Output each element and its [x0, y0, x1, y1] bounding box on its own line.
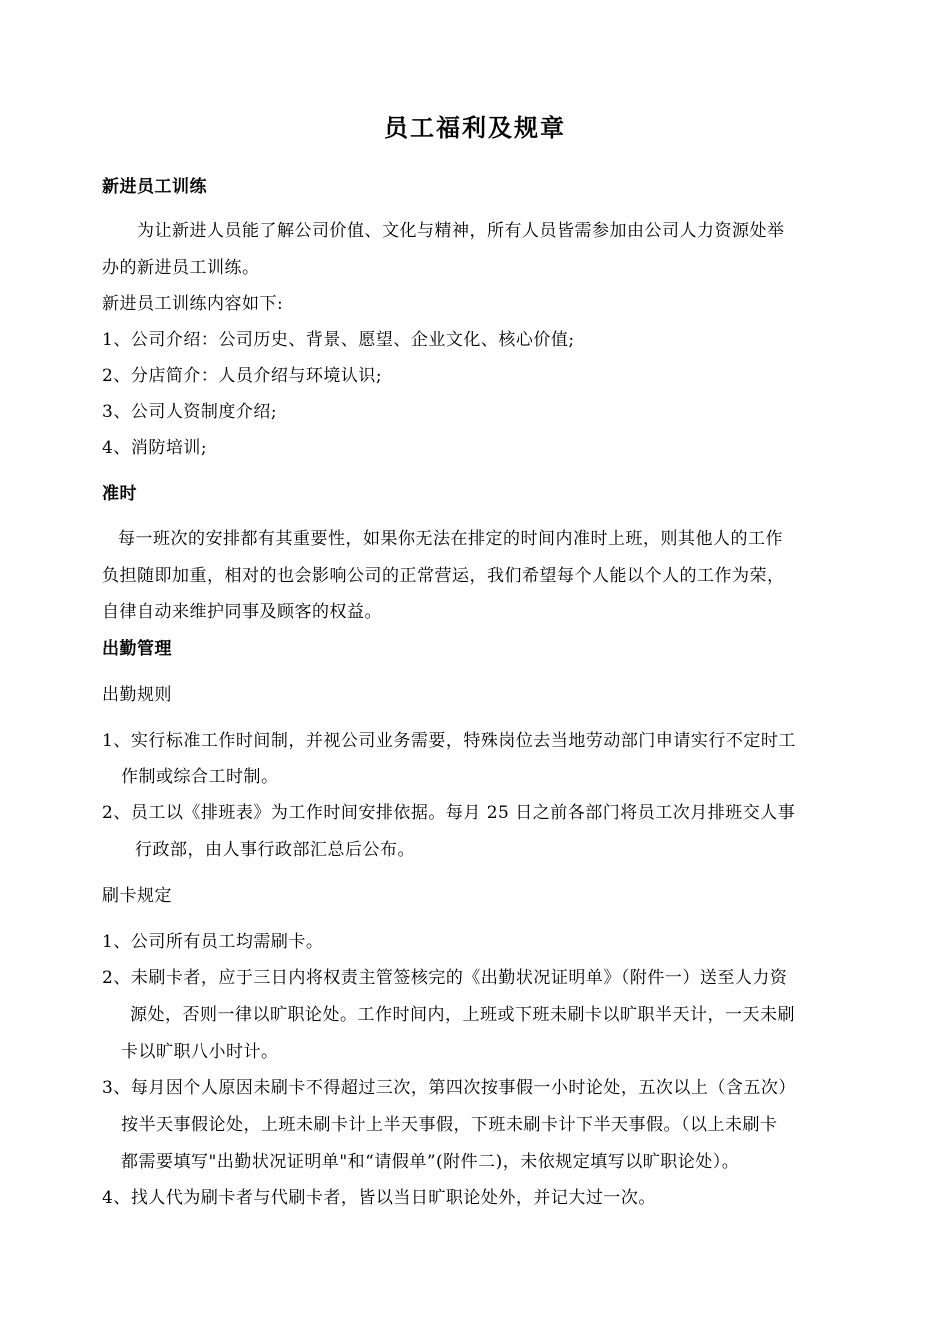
- training-item-3: 3、公司人资制度介绍;: [102, 402, 278, 422]
- card-rule-line-5: 3、每月因个人原因未刷卡不得超过三次，第四次按事假一小时论处，五次以上（含五次）: [102, 1078, 796, 1098]
- card-rules-heading: 刷卡规定: [102, 886, 172, 906]
- training-item-4: 4、消防培训;: [102, 438, 208, 458]
- card-rule-line-2: 2、未刷卡者，应于三日内将权责主管签核完的《出勤状况证明单》（附件一）送至人力资: [102, 968, 788, 988]
- training-item-1: 1、公司介绍：公司历史、背景、愿望、企业文化、核心价值;: [102, 330, 575, 350]
- punctuality-line-1: 每一班次的安排都有其重要性，如果你无法在排定的时间内准时上班，则其他人的工作: [118, 529, 783, 549]
- card-rule-line-8: 4、找人代为刷卡者与代刷卡者，皆以当日旷职论处外，并记大过一次。: [102, 1188, 656, 1208]
- punctuality-line-2: 负担随即加重，相对的也会影响公司的正常营运，我们希望每个人能以个人的工作为荣，: [102, 566, 785, 586]
- card-rule-line-6: 按半天事假论处，上班未刷卡计上半天事假，下班未刷卡计下半天事假。（以上未刷卡: [121, 1115, 778, 1135]
- attendance-rule-line-4: 行政部，由人事行政部汇总后公布。: [135, 840, 415, 860]
- section-heading-attendance: 出勤管理: [102, 639, 172, 659]
- card-rule-line-3: 源处，否则一律以旷职论处。工作时间内，上班或下班未刷卡以旷职半天计，一天未刷: [130, 1005, 795, 1025]
- card-rule-line-4: 卡以旷职八小时计。: [121, 1042, 279, 1062]
- section-heading-training: 新进员工训练: [102, 177, 207, 197]
- attendance-rules-heading: 出勤规则: [102, 685, 172, 705]
- card-rule-line-1: 1、公司所有员工均需刷卡。: [102, 932, 324, 952]
- training-intro-line-2: 办的新进员工训练。: [102, 258, 260, 278]
- punctuality-line-3: 自律自动来维护同事及顾客的权益。: [102, 602, 382, 622]
- attendance-rule-line-3: 2、员工以《排班表》为工作时间安排依据。每月 25 日之前各部门将员工次月排班交人事: [102, 803, 796, 823]
- training-intro-line-1: 为让新进人员能了解公司价值、文化与精神，所有人员皆需参加由公司人力资源处举: [137, 221, 785, 241]
- attendance-rule-line-1: 1、实行标准工作时间制，并视公司业务需要，特殊岗位去当地劳动部门申请实行不定时工: [102, 731, 796, 751]
- attendance-rule-line-2: 作制或综合工时制。: [121, 767, 279, 787]
- section-heading-punctuality: 准时: [102, 484, 137, 504]
- card-rule-line-7: 都需要填写"出勤状况证明单"和“请假单”(附件二)，未依规定填写以旷职论处）。: [121, 1152, 740, 1172]
- training-item-2: 2、分店简介：人员介绍与环境认识;: [102, 366, 383, 386]
- training-content-label: 新进员工训练内容如下:: [102, 294, 284, 314]
- document-title: 员工福利及规章: [384, 113, 566, 142]
